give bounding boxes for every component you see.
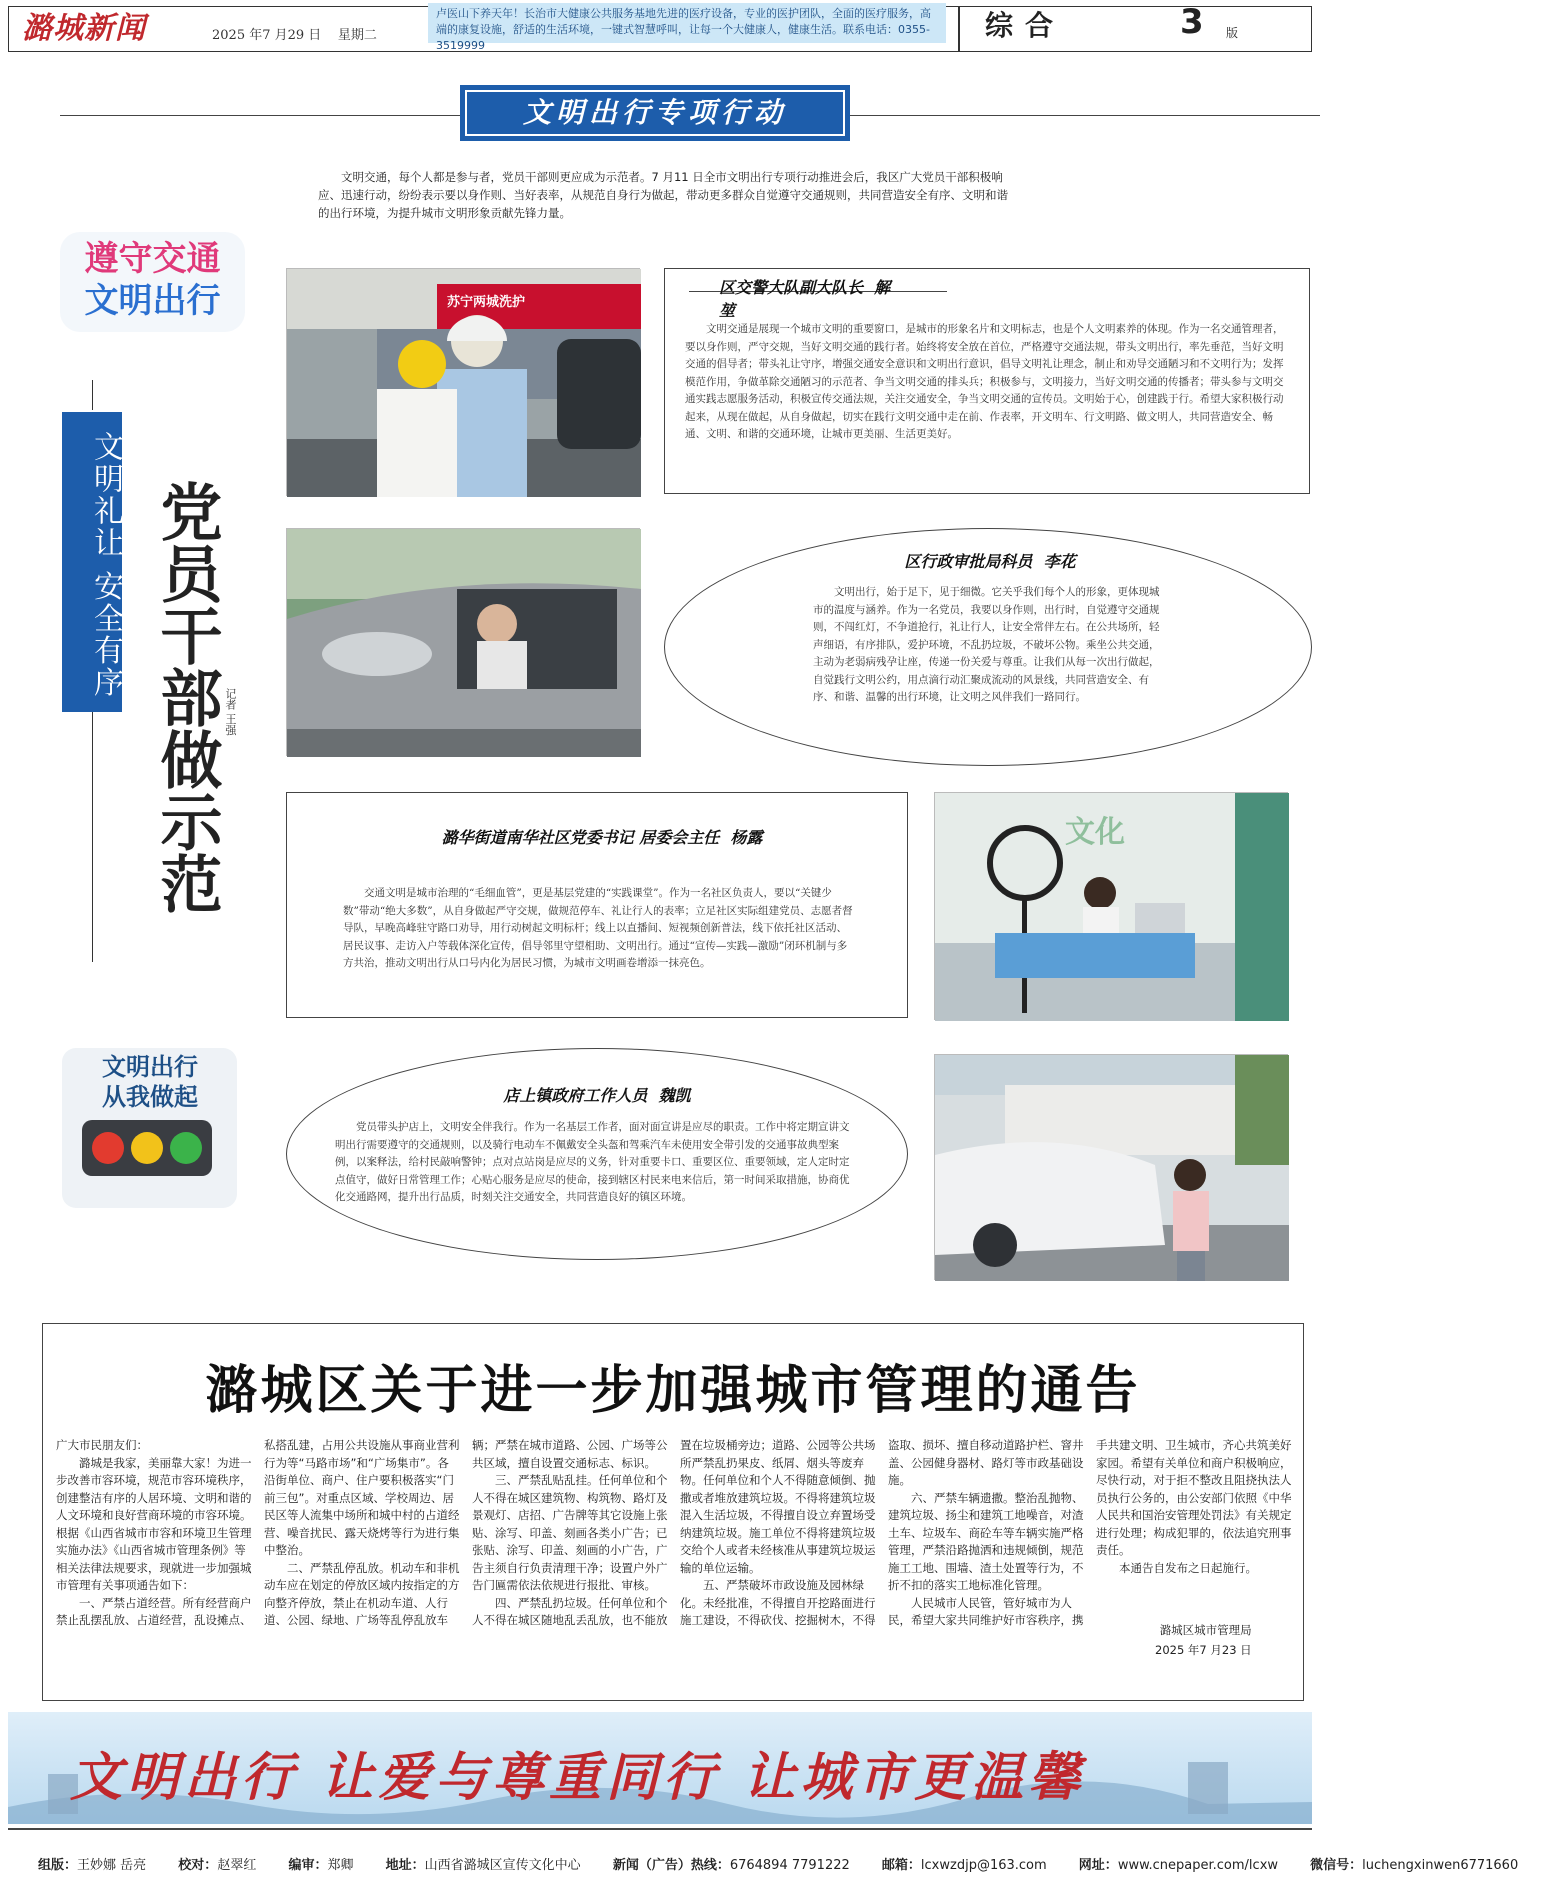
feature-headline: 党员干部做示范	[150, 480, 223, 914]
footer-proof	[178, 1858, 270, 1873]
header-advertisement: 卢医山下养天年！长治市大健康公共服务基地先进的医疗设备，专业的医护团队，全面的医疗服务，高端的康复设施，舒适的生活环境，一键式智慧呼叫，让每一个大健康人，健康生活。联系电话：0355-3519999	[428, 3, 946, 43]
notice-salutation: 广大市民朋友们：	[56, 1438, 148, 1452]
footer-address-value: 山西省潞城区宣传文化中心	[424, 1858, 581, 1873]
reporter-byline: 记者 王强	[224, 688, 237, 736]
yellow-lamp-icon	[131, 1132, 163, 1164]
article3-author: 杨露	[730, 828, 763, 847]
notice-paragraph: 人民城市人民管，管好城市为人民，希望大家共同维护好市容秩序，携手共建文明、卫生城市，齐心共筑美好家园。希望有关单位和商户积极响应，尽快行动，对于拒不整改且阻挠执法人员执行公务的，由公安部门依照《中华人民共和国治安管理处罚法》有关规定进行处理；构成犯罪的，依法追究刑事责任。	[888, 1438, 1292, 1627]
notice-paragraph: 本通告自发布之日起施行。	[1119, 1560, 1257, 1575]
notice-body	[56, 1437, 1292, 1630]
slogan1-line1: 遵守交通	[84, 239, 221, 279]
footer-proof-label: 校对：	[178, 1858, 218, 1873]
notice-paragraph: 五、严禁破坏市政设施及园林绿化。未经批准，不得擅自开挖路面进行施工建设，不得砍伐、挖掘树木，不得盗取、损坏、擅自移动道路护栏、窨井盖、公园健身器材、路灯等市政基础设施。	[680, 1438, 1084, 1627]
article1-body: 文明交通是展现一个城市文明的重要窗口，是城市的形象名片和文明标志，也是个人文明素养的体现。作为一名交通管理者，要以身作则，严守交规，当好文明交通的践行者。始终将安全放在首位，严格遵守交通法规，带头文明出行，率先垂范，当好文明交通的倡导者；带头礼让守序，增强交通安全意识和文明出行意识，倡导文明礼让理念，制止和劝导交通陋习和不文明行为；发挥模范作用，争做革除交通陋习的示范者、争当文明交通的排头兵；积极参与，文明接力，当好文明交通的传播者；带头参与文明交通实践志愿服务活动，积极宣传交通法规，关注交通安全，争当文明交通的宣传员。文明始于心，创建践于行。希望大家积极行动起来，从现在做起，从自身做起，切实在践行文明交通中走在前、作表率，开文明车、行文明路、做文明人，共同营造安全、畅通、文明、和谐的交通环境，让城市更美丽、生活更美好。	[685, 323, 1284, 440]
article3-body: 交通文明是城市治理的“毛细血管”，更是基层党建的“实践课堂”。作为一名社区负责人，要以“关键少数”带动“绝大多数”，从自身做起严守交规，做规范停车、礼让行人的表率；立足社区实际组建党员、志愿者督导队，早晚高峰驻守路口劝导，用行动树起文明标杆；线上以直播间、短视频创新普法，线下依托社区活动、居民议事、走访入户等载体深化宣传，倡导邻里守望相助、文明出行。通过“宣传—实践—激励”闭环机制与多方共治，推动文明出行从口号内化为居民习惯，为城市文明画卷增添一抹亮色。	[343, 887, 853, 969]
footer-info	[38, 1854, 1546, 1873]
photo-woman-car	[934, 1054, 1288, 1280]
footer-address	[386, 1858, 595, 1873]
footer-hotline-value: 6764894 7791222	[729, 1858, 850, 1873]
footer-rule	[8, 1828, 1312, 1830]
article-box-yang	[286, 792, 908, 1018]
photo4-wall-text: 文化	[1065, 815, 1125, 850]
footer-web-link[interactable]: www.cnepaper.com/lcxw	[1117, 1858, 1279, 1873]
notice-paragraph: 三、严禁乱贴乱挂。任何单位和个人不得在城区建筑物、构筑物、路灯及景观灯、店招、广告牌等其它设施上张贴、涂写、印盖、刻画各类小广告；已张贴、涂写、印盖、刻画的小广告，广告主须自行负责清理干净；设置户外广告门匾需依法依规进行报批、审核。	[472, 1473, 668, 1592]
article-ellipse-li	[664, 528, 1312, 766]
issue-date	[212, 24, 377, 43]
article2-role: 区行政审批局科员	[904, 552, 1033, 571]
notice-title: 潞城区关于进一步加强城市管理的通告	[205, 1360, 1141, 1421]
article4-author: 魏凯	[658, 1086, 691, 1105]
vertical-slogan-box: 文明礼让 安全有序	[62, 412, 122, 712]
slogan2-line2: 从我做起	[102, 1083, 198, 1111]
footer-email-value[interactable]: lcxwzdjp@163.com	[920, 1858, 1047, 1873]
footer-editors	[38, 1858, 160, 1873]
footer-email-label: 邮箱：	[881, 1858, 921, 1873]
footer-editors-value: 王妙娜 岳亮	[77, 1858, 147, 1873]
notice-issue-date: 2025 年7 月23 日	[1155, 1643, 1252, 1657]
date-text: 2025 年7 月29 日	[212, 28, 322, 43]
article2-body: 文明出行，始于足下，见于细微。它关乎我们每个人的形象，更体现城市的温度与涵养。作为一名党员，我要以身作则，出行时，自觉遵守交通规则，不闯红灯，不争道抢行，礼让行人，让安全常伴左右。在公共场所，轻声细语，有序排队，爱护环境，不乱扔垃圾，不破坏公物。乘坐公共交通，主动为老弱病残孕让座，传递一份关爱与尊重。让我们从每一次出行做起，自觉践行文明公约，用点滴行动汇聚成流动的风景线，共同营造安全、有序、和谐、温馨的出行环境，让文明之风伴我们一路同行。	[813, 586, 1160, 703]
footer-hotline	[613, 1858, 864, 1873]
footer-web	[1079, 1858, 1292, 1873]
section-name: 综合	[985, 9, 1066, 42]
page-suffix: 版	[1226, 26, 1239, 40]
newspaper-logo: 潞城新闻	[22, 11, 146, 46]
article3-role: 潞华街道南华社区党委书记 居委会主任	[441, 828, 720, 847]
slogan2-text	[70, 1052, 230, 1112]
bottom-slogan-text: 文明出行 让爱与尊重同行 让城市更温馨	[70, 1747, 1086, 1808]
photo-livestream	[934, 792, 1288, 1020]
footer-address-label: 地址：	[385, 1858, 425, 1873]
green-lamp-icon	[170, 1132, 202, 1164]
notice-paragraph: 一、严禁占道经营。所有经营商户禁止乱摆乱放、占道经营，乱设摊点、私搭乱建，占用公共设施从事商业营利行为等“马路市场”和“广场集市”。各沿街单位、商户、住户要积极落实“门前三包”。对重点区域、学校周边、居民区等人流集中场所和城中村的占道经营、噪音扰民、露天烧烤等行为进行集中整治。	[56, 1438, 460, 1627]
article4-body: 党员带头护店上，文明安全伴我行。作为一名基层工作者，面对面宣讲是应尽的职责。工作中将定期宣讲文明出行需要遵守的交通规则，以及骑行电动车不佩戴安全头盔和驾乘汽车未使用安全带引发的交通事故典型案例，以案释法，给村民敲响警钟；点对点站岗是应尽的义务，针对重要卡口、重要区位、重要领域，定人定时定点值守，做好日常管理工作；心贴心服务是应尽的使命，接到辖区村民来电来信后，第一时间采取措施，协商优化交通路网，提升出行品质，时刻关注交通安全，共同营造良好的镇区环境。	[335, 1121, 850, 1203]
notice-paragraph: 四、严禁乱扔垃圾。任何单位和个人不得在城区随地乱丢乱放，也不能放置在垃圾桶旁边；道路、公园等公共场所严禁乱扔果皮、纸屑、烟头等废弃物。任何单位和个人不得随意倾倒、抛撒或者堆放建筑垃圾。不得将建筑垃圾混入生活垃圾，不得擅自设立弃置场受纳建筑垃圾。施工单位不得将建筑垃圾交给个人或者未经核准从事建筑垃圾运输的单位运输。	[472, 1438, 876, 1627]
notice-issuer: 潞城区城市管理局	[1159, 1623, 1252, 1637]
article-ellipse-wei	[286, 1048, 908, 1260]
special-title-banner: 文明出行专项行动	[460, 85, 850, 141]
article4-role: 店上镇政府工作人员	[503, 1086, 648, 1105]
vertical-rule-bottom	[92, 712, 93, 962]
vertical-rule-top	[92, 380, 93, 410]
notice-signature	[1155, 1620, 1252, 1660]
traffic-light-icon	[82, 1120, 212, 1176]
footer-chief	[288, 1858, 367, 1873]
article1-heading	[719, 275, 899, 321]
notice-paragraph: 潞城是我家，美丽靠大家！为进一步改善市容环境，规范市容环境秩序，创建整洁有序的人居环境、文明和谐的人文环境和良好营商环境的市容环境。根据《山西省城市市容和环境卫生管理实施办法》《山西省城市管理条例》等相关法律法规要求，现就进一步加强城市管理有关事项通告如下：	[56, 1455, 252, 1592]
article2-heading	[865, 549, 1115, 572]
article4-heading	[437, 1083, 757, 1106]
footer-chief-value: 郑卿	[327, 1858, 354, 1873]
footer-editors-label: 组版：	[38, 1858, 78, 1873]
article2-author: 李花	[1043, 552, 1076, 571]
photo-driver-seatbelt	[286, 528, 640, 756]
red-lamp-icon	[92, 1132, 124, 1164]
footer-email	[882, 1858, 1061, 1873]
footer-web-label: 网址：	[1078, 1858, 1118, 1873]
slogan-graphic-traffic	[60, 232, 245, 332]
slogan1-line2: 文明出行	[84, 281, 221, 321]
article3-heading	[387, 825, 817, 848]
slogan2-line1: 文明出行	[102, 1053, 198, 1081]
intro-paragraph: 文明交通，每个人都是参与者，党员干部则更应成为示范者。7 月11 日全市文明出行专项行动推进会后，我区广大党员干部积极响应、迅速行动，纷纷表示要以身作则、当好表率，从规范自身行为做起，带动更多群众自觉遵守交通规则，共同营造安全有序、文明和谐的出行环境，为提升城市文明形象贡献先锋力量。	[318, 170, 1008, 220]
article-box-xie	[664, 268, 1310, 494]
footer-wechat-label: 微信号：	[1310, 1858, 1363, 1873]
notice-paragraph: 二、严禁乱停乱放。机动车和非机动车应在划定的停放区域内按指定的方向整齐停放，禁止在机动车道、人行道、公园、绿地、广场等乱停乱放车辆；严禁在城市道路、公园、广场等公共区域，擅自设置交通标志、标识。	[264, 1438, 668, 1627]
footer-wechat-value: luchengxinwen6771660	[1362, 1858, 1519, 1873]
footer-chief-label: 编审：	[288, 1858, 328, 1873]
photo-police-helmet	[286, 268, 640, 496]
footer-hotline-label: 新闻（广告）热线：	[612, 1858, 730, 1873]
photo1-shop-sign: 苏宁两城洗护	[447, 295, 526, 310]
article1-author: 解堃	[719, 278, 891, 320]
notice-paragraph: 六、严禁车辆遗撒。整治乱抛物、建筑垃圾、扬尘和建筑工地噪音，对渣土车、垃圾车、商砼车等车辆实施严格管理，严禁沿路抛洒和违规倾倒，规范施工工地、围墙、渣土处置等行为，不折不扣的落实工地标准化管理。	[888, 1490, 1084, 1592]
footer-proof-value: 赵翠红	[217, 1858, 257, 1873]
page-number: 3	[1180, 2, 1204, 42]
masthead-divider	[958, 6, 960, 52]
weekday-text: 星期二	[337, 28, 377, 43]
footer-wechat	[1310, 1858, 1532, 1873]
article1-role: 区交警大队副大队长	[719, 278, 864, 297]
